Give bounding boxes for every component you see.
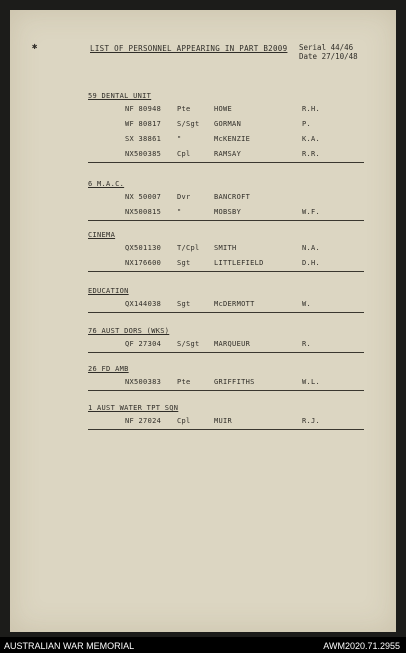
initials: R.	[302, 340, 312, 348]
serial-block	[299, 43, 358, 61]
footer-institution: AUSTRALIAN WAR MEMORIAL	[4, 641, 135, 651]
service-number: SX 38861	[125, 135, 162, 143]
personnel-row	[88, 297, 364, 312]
service-number: NF 27024	[125, 417, 162, 425]
surname: MUIR	[214, 417, 233, 425]
surname: MOBSBY	[214, 208, 242, 216]
service-number: NX176600	[125, 259, 162, 267]
personnel-row	[88, 147, 364, 162]
rank: T/Cpl	[177, 244, 200, 252]
section	[88, 90, 364, 163]
section-title: CINEMA	[88, 231, 116, 239]
section-title: EDUCATION	[88, 287, 129, 295]
section-rows	[88, 414, 364, 430]
personnel-row	[88, 337, 364, 352]
section	[88, 402, 364, 430]
rank: Sgt	[177, 300, 191, 308]
personnel-row	[88, 132, 364, 147]
service-number: NX500383	[125, 378, 162, 386]
section-rows	[88, 337, 364, 353]
rank: Pte	[177, 105, 191, 113]
surname: GRIFFITHS	[214, 378, 255, 386]
personnel-row	[88, 375, 364, 390]
section-rows	[88, 190, 364, 221]
footer-accession-number: AWM2020.71.2955	[323, 641, 400, 651]
service-number: QX501130	[125, 244, 162, 252]
section-rows	[88, 102, 364, 163]
initials: N.A.	[302, 244, 321, 252]
surname: McDERMOTT	[214, 300, 255, 308]
rank: Cpl	[177, 417, 191, 425]
surname: GORMAN	[214, 120, 242, 128]
initials: P.	[302, 120, 312, 128]
initials: R.R.	[302, 150, 321, 158]
initials: W.	[302, 300, 312, 308]
personnel-row	[88, 190, 364, 205]
initials: W.L.	[302, 378, 321, 386]
service-number: NX500385	[125, 150, 162, 158]
rank: "	[177, 135, 182, 143]
corner-mark: ✱	[32, 42, 38, 52]
surname: HOWE	[214, 105, 233, 113]
service-number: NX 50007	[125, 193, 162, 201]
personnel-row	[88, 102, 364, 117]
service-number: NX500815	[125, 208, 162, 216]
section-title: 6 M.A.C.	[88, 180, 125, 188]
section	[88, 325, 364, 353]
service-number: WF 80817	[125, 120, 162, 128]
rank: Sgt	[177, 259, 191, 267]
service-number: NF 80948	[125, 105, 162, 113]
service-number: QX144038	[125, 300, 162, 308]
initials: K.A.	[302, 135, 321, 143]
section	[88, 229, 364, 272]
personnel-row	[88, 414, 364, 429]
initials: W.F.	[302, 208, 321, 216]
section-rows	[88, 297, 364, 313]
footer-bar	[0, 637, 406, 653]
personnel-row	[88, 241, 364, 256]
section-title: 59 DENTAL UNIT	[88, 92, 152, 100]
section-rows	[88, 241, 364, 272]
section-rows	[88, 375, 364, 391]
section-title: 26 FD AMB	[88, 365, 129, 373]
surname: BANCROFT	[214, 193, 251, 201]
rank: "	[177, 208, 182, 216]
service-number: QF 27304	[125, 340, 162, 348]
section	[88, 285, 364, 313]
personnel-row	[88, 256, 364, 271]
document-date: Date 27/10/48	[299, 52, 358, 61]
personnel-row	[88, 205, 364, 220]
surname: MARQUEUR	[214, 340, 251, 348]
initials: D.H.	[302, 259, 321, 267]
section-title: 1 AUST WATER TPT SQN	[88, 404, 179, 412]
surname: RAMSAY	[214, 150, 242, 158]
section	[88, 178, 364, 221]
section	[88, 363, 364, 391]
rank: S/Sgt	[177, 340, 200, 348]
section-title: 76 AUST DORS (WKS)	[88, 327, 170, 335]
rank: Cpl	[177, 150, 191, 158]
rank: S/Sgt	[177, 120, 200, 128]
surname: SMITH	[214, 244, 237, 252]
initials: R.H.	[302, 105, 321, 113]
rank: Pte	[177, 378, 191, 386]
serial-number: Serial 44/46	[299, 43, 354, 52]
initials: R.J.	[302, 417, 321, 425]
personnel-row	[88, 117, 364, 132]
document-title: LIST OF PERSONNEL APPEARING IN PART B2009	[90, 44, 288, 53]
surname: LITTLEFIELD	[214, 259, 264, 267]
rank: Dvr	[177, 193, 191, 201]
surname: McKENZIE	[214, 135, 251, 143]
